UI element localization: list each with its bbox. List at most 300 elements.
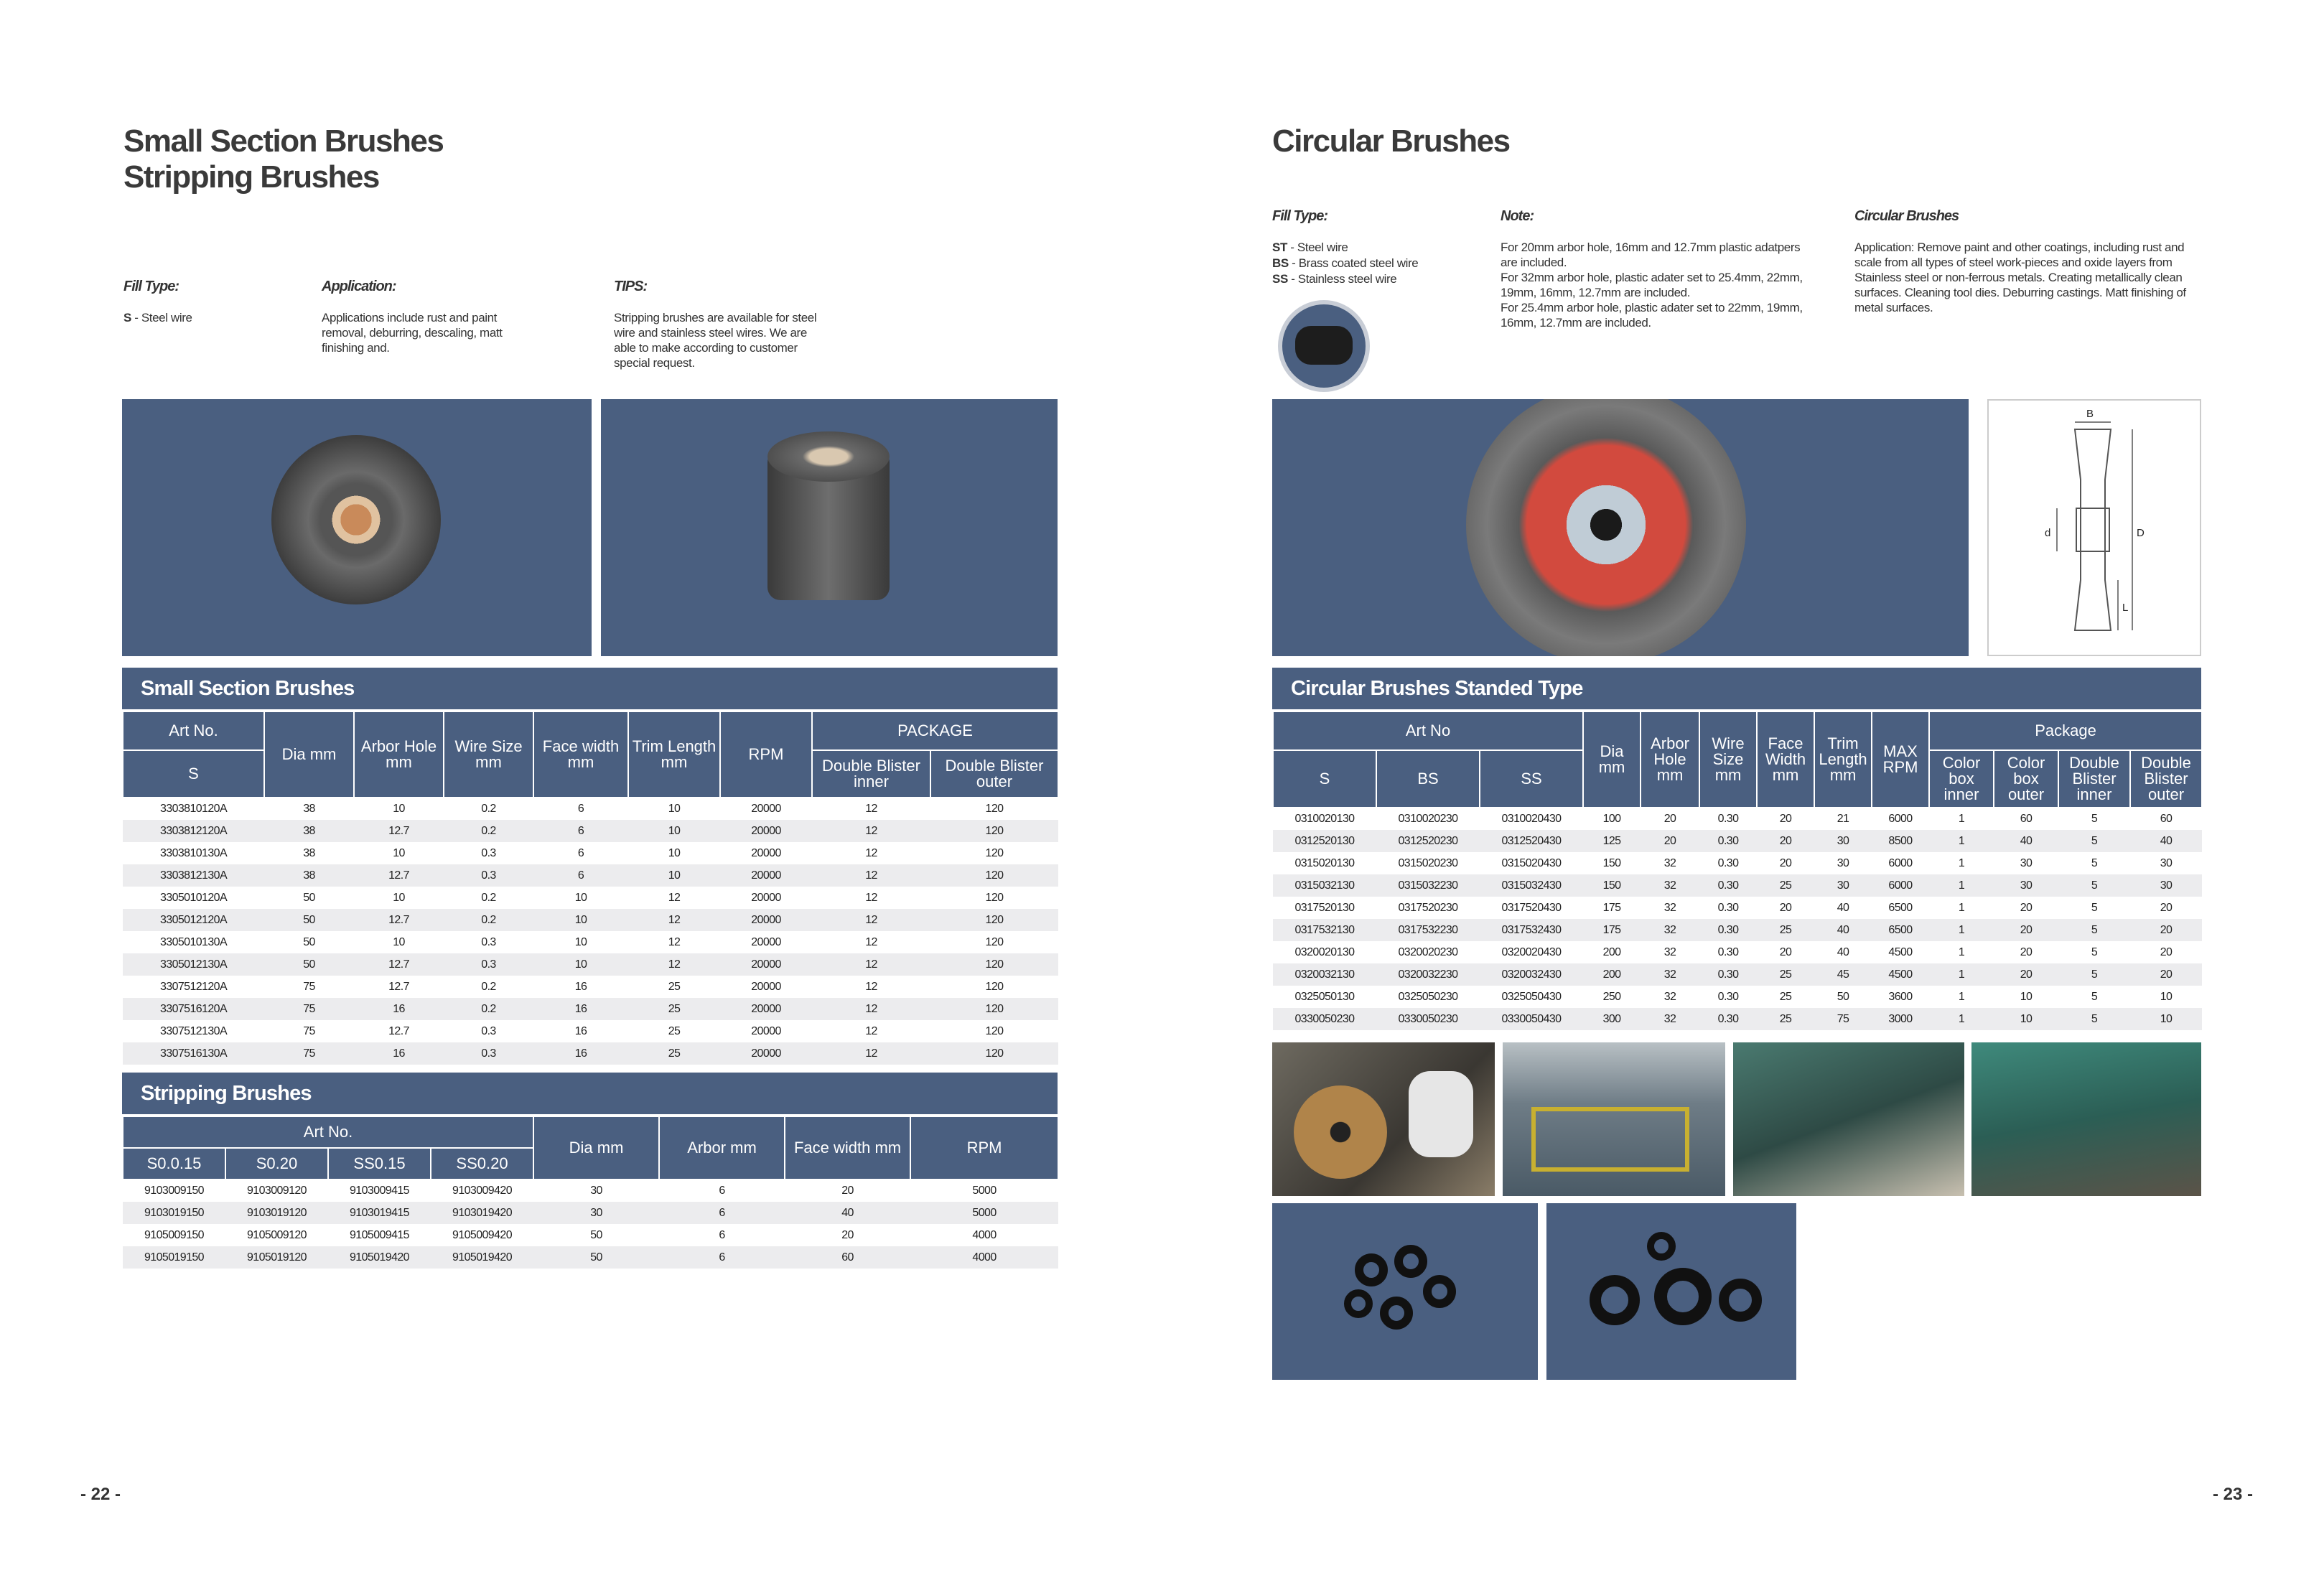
table-cell: 20000 xyxy=(751,846,781,859)
table-cell: 9105019150 xyxy=(123,1246,225,1269)
table-cell: 1 xyxy=(1929,874,1994,897)
table-cell: 10 xyxy=(393,935,405,948)
table-cell: 25 xyxy=(1757,1008,1814,1030)
small-section-brush-photo xyxy=(122,399,592,656)
table-cell: 0.30 xyxy=(1717,945,1739,958)
table-cell: 25 xyxy=(1757,963,1814,986)
fill-desc: - Brass coated steel wire xyxy=(1292,256,1419,270)
table-cell: 0315020230 xyxy=(1398,856,1458,869)
table-cell: 3600 xyxy=(1888,990,1913,1003)
table-cell: 32 xyxy=(1663,990,1676,1003)
col-art-no: Art No. xyxy=(123,1116,533,1148)
table-cell: 0325050130 xyxy=(1294,990,1355,1003)
table-cell: 20000 xyxy=(751,1024,781,1037)
table-cell: 0.30 xyxy=(1699,874,1757,897)
small-section-row xyxy=(123,864,1058,887)
table-cell: 38 xyxy=(264,864,354,887)
table-cell: 3000 xyxy=(1872,1008,1929,1030)
col-art-no: Art No. xyxy=(123,711,264,750)
table-cell: 30 xyxy=(2160,856,2173,869)
fill-desc: - Steel wire xyxy=(1290,240,1348,254)
col-s: S xyxy=(123,750,264,798)
table-cell: 5 xyxy=(2091,945,2098,958)
table-cell: 0315020130 xyxy=(1294,856,1355,869)
table-cell: 5 xyxy=(2091,990,2098,1003)
table-cell: 12 xyxy=(812,998,930,1020)
table-cell: 30 xyxy=(1814,830,1872,852)
table-cell: 32 xyxy=(1641,1008,1699,1030)
table-cell: 3303812120A xyxy=(123,820,264,842)
table-cell: 16 xyxy=(533,1042,628,1065)
table-cell: 30 xyxy=(590,1185,602,1197)
col-dia: Dia mm xyxy=(264,711,354,798)
table-cell: 3303810120A xyxy=(159,803,228,815)
table-cell: 25 xyxy=(668,980,681,993)
fill-type-item-bs xyxy=(1272,256,1418,271)
table-cell: 75 xyxy=(303,980,315,993)
table-cell: 0320032130 xyxy=(1273,963,1376,986)
table-cell: 0.30 xyxy=(1717,856,1739,869)
small-section-row xyxy=(123,953,1058,976)
table-cell: 50 xyxy=(303,935,315,948)
table-cell: 20 xyxy=(2160,901,2173,914)
table-cell: 20 xyxy=(1641,830,1699,852)
circular-row xyxy=(1273,986,2202,1008)
table-cell: 0.3 xyxy=(444,864,533,887)
table-cell: 0315032130 xyxy=(1273,874,1376,897)
table-cell: 20000 xyxy=(751,891,781,904)
adapter-rings-photo-1 xyxy=(1272,1203,1538,1380)
table-cell: 6500 xyxy=(1872,919,1929,941)
table-cell: 10 xyxy=(574,891,587,904)
fill-code: S xyxy=(123,311,131,324)
table-cell: 12 xyxy=(628,909,720,931)
table-cell: 0310020430 xyxy=(1501,813,1562,825)
table-cell: 9105009150 xyxy=(144,1228,204,1241)
application-label: Application: xyxy=(322,279,396,294)
dim-b-label: B xyxy=(2086,408,2094,420)
table-cell: 10 xyxy=(1994,1008,2058,1030)
small-section-row xyxy=(123,1042,1058,1065)
table-cell: 12.7 xyxy=(354,953,444,976)
table-cell: 6 xyxy=(577,803,584,815)
fill-type-item xyxy=(123,310,192,325)
col-trim-length: Trim Length mm xyxy=(628,711,720,798)
table-cell: 16 xyxy=(354,1042,444,1065)
table-cell: 9105019420 xyxy=(431,1246,533,1269)
table-cell: 6 xyxy=(577,846,584,859)
table-cell: 10 xyxy=(668,803,681,815)
table-cell: 120 xyxy=(930,820,1058,842)
page-title-stripping: Stripping Brushes xyxy=(123,159,379,195)
table-cell: 0317532230 xyxy=(1376,919,1480,941)
table-cell: 120 xyxy=(985,1024,1004,1037)
table-cell: 20000 xyxy=(751,803,781,815)
table-cell: 30 xyxy=(1814,874,1872,897)
table-cell: 3307516120A xyxy=(123,998,264,1020)
table-cell: 32 xyxy=(1663,945,1676,958)
table-cell: 20000 xyxy=(720,1042,812,1065)
table-cell: 0315032230 xyxy=(1376,874,1480,897)
table-cell: 12 xyxy=(865,803,877,815)
table-cell: 5 xyxy=(2091,901,2098,914)
circular-row xyxy=(1273,963,2202,986)
table-cell: 120 xyxy=(930,998,1058,1020)
table-cell: 40 xyxy=(785,1202,910,1224)
page-title-circular: Circular Brushes xyxy=(1272,123,1510,159)
table-cell: 0317520230 xyxy=(1398,901,1458,914)
col-blister-inner: Double Blister inner xyxy=(812,750,930,798)
table-cell: 1 xyxy=(1929,919,1994,941)
small-section-table-title: Small Section Brushes xyxy=(122,668,1058,709)
brush-dimension-diagram xyxy=(1987,399,2201,656)
table-cell: 8500 xyxy=(1872,830,1929,852)
col-dia: Dia mm xyxy=(1583,711,1641,808)
note-label: Note: xyxy=(1501,208,1534,224)
table-cell: 3305010130A xyxy=(159,935,228,948)
table-cell: 16 xyxy=(574,1024,587,1037)
table-cell: 175 xyxy=(1602,901,1621,914)
col-dia: Dia mm xyxy=(533,1116,659,1180)
table-cell: 3305012130A xyxy=(123,953,264,976)
table-cell: 150 xyxy=(1583,874,1641,897)
small-section-row xyxy=(123,820,1058,842)
table-cell: 32 xyxy=(1663,856,1676,869)
col-wire-size: Wire Size mm xyxy=(444,711,533,798)
table-cell: 6000 xyxy=(1888,813,1913,825)
table-cell: 3305012120A xyxy=(123,909,264,931)
table-cell: 0.3 xyxy=(444,1042,533,1065)
table-cell: 9105019420 xyxy=(328,1246,431,1269)
col-s: S xyxy=(1273,750,1376,808)
col-face-width: Face width mm xyxy=(785,1116,910,1180)
table-cell: 30 xyxy=(2020,856,2033,869)
col-color-box-inner: Color box inner xyxy=(1929,750,1994,808)
col-trim-length: Trim Length mm xyxy=(1814,711,1872,808)
col-color-box-outer: Color box outer xyxy=(1994,750,2058,808)
stripping-brush-photo xyxy=(601,399,1058,656)
table-cell: 20 xyxy=(841,1185,854,1197)
table-cell: 38 xyxy=(303,803,315,815)
circular-brushes-text: Application: Remove paint and other coatings, including rust and scale from all types of steel work-pieces and oxide layers from Stainless steel or non-ferrous metals. Creating metallically clean surfaces. Cleaning tool dies. Deburring castings. Matt finishing of metal surfaces. xyxy=(1854,240,2186,314)
fill-code: ST xyxy=(1272,240,1287,254)
fill-type-label-right: Fill Type: xyxy=(1272,208,1328,224)
table-cell: 200 xyxy=(1602,945,1621,958)
table-cell: 1 xyxy=(1958,945,1965,958)
table-cell: 12 xyxy=(812,820,930,842)
table-cell: 9103009120 xyxy=(247,1185,307,1197)
table-cell: 10 xyxy=(2020,990,2033,1003)
table-cell: 3305010120A xyxy=(159,891,228,904)
circular-table-title: Circular Brushes Standed Type xyxy=(1272,668,2201,709)
table-cell: 5 xyxy=(2091,813,2098,825)
bench-grinder-thumbnail xyxy=(1278,300,1370,392)
table-cell: 10 xyxy=(393,891,405,904)
table-cell: 120 xyxy=(930,864,1058,887)
table-cell: 20 xyxy=(2130,919,2202,941)
fill-type-label: Fill Type: xyxy=(123,279,179,294)
table-cell: 4000 xyxy=(910,1246,1058,1269)
table-cell: 3307512130A xyxy=(159,1024,228,1037)
col-max-rpm: MAX RPM xyxy=(1872,711,1929,808)
table-cell: 32 xyxy=(1641,919,1699,941)
table-cell: 12 xyxy=(865,935,877,948)
small-section-row xyxy=(123,842,1058,864)
table-cell: 0.2 xyxy=(481,891,496,904)
table-cell: 25 xyxy=(668,1024,681,1037)
table-cell: 0317520430 xyxy=(1501,901,1562,914)
table-cell: 25 xyxy=(1757,919,1814,941)
col-wire-size: Wire Size mm xyxy=(1699,711,1757,808)
table-cell: 20 xyxy=(841,1228,854,1241)
table-cell: 0.30 xyxy=(1699,1008,1757,1030)
table-cell: 0312520130 xyxy=(1273,830,1376,852)
application-photo-roller xyxy=(1971,1042,2201,1196)
table-cell: 12 xyxy=(628,953,720,976)
table-cell: 0.30 xyxy=(1699,919,1757,941)
table-cell: 25 xyxy=(1779,990,1792,1003)
fill-code: SS xyxy=(1272,272,1288,286)
table-cell: 16 xyxy=(574,980,587,993)
table-cell: 0317532430 xyxy=(1480,919,1583,941)
table-cell: 5 xyxy=(2058,874,2130,897)
table-cell: 3307516130A xyxy=(123,1042,264,1065)
col-s015: S0.0.15 xyxy=(123,1148,225,1180)
table-cell: 32 xyxy=(1641,963,1699,986)
circular-row xyxy=(1273,941,2202,963)
table-cell: 60 xyxy=(785,1246,910,1269)
small-section-table xyxy=(122,711,1059,1065)
small-section-row xyxy=(123,909,1058,931)
table-cell: 25 xyxy=(628,998,720,1020)
table-cell: 40 xyxy=(1994,830,2058,852)
table-cell: 25 xyxy=(1757,874,1814,897)
table-cell: 60 xyxy=(2020,813,2033,825)
table-cell: 50 xyxy=(264,909,354,931)
table-cell: 20 xyxy=(1994,919,2058,941)
table-cell: 10 xyxy=(628,820,720,842)
table-cell: 3307512120A xyxy=(159,980,228,993)
table-cell: 45 xyxy=(1814,963,1872,986)
table-cell: 6 xyxy=(659,1202,785,1224)
table-cell: 9105009415 xyxy=(350,1228,409,1241)
table-cell: 75 xyxy=(264,1042,354,1065)
table-cell: 20 xyxy=(2020,901,2033,914)
table-cell: 120 xyxy=(985,980,1004,993)
col-blister-outer: Double Blister outer xyxy=(930,750,1058,798)
table-cell: 30 xyxy=(1837,856,1849,869)
table-cell: 10 xyxy=(533,909,628,931)
table-cell: 0325050230 xyxy=(1398,990,1458,1003)
circular-row xyxy=(1273,808,2202,830)
table-cell: 0.30 xyxy=(1699,830,1757,852)
table-cell: 6 xyxy=(659,1246,785,1269)
table-cell: 9105009120 xyxy=(247,1228,307,1241)
table-cell: 20 xyxy=(2020,945,2033,958)
table-cell: 120 xyxy=(985,803,1004,815)
table-cell: 0312520230 xyxy=(1376,830,1480,852)
col-rpm: RPM xyxy=(910,1116,1058,1180)
table-cell: 0320032430 xyxy=(1480,963,1583,986)
table-cell: 32 xyxy=(1663,901,1676,914)
table-cell: 10 xyxy=(668,846,681,859)
page-number-right: - 23 - xyxy=(2213,1485,2254,1504)
table-cell: 0310020130 xyxy=(1294,813,1355,825)
table-cell: 50 xyxy=(264,953,354,976)
table-cell: 25 xyxy=(628,1042,720,1065)
table-cell: 200 xyxy=(1583,963,1641,986)
table-cell: 150 xyxy=(1602,856,1621,869)
table-cell: 50 xyxy=(590,1228,602,1241)
table-cell: 40 xyxy=(1837,901,1849,914)
col-ss: SS xyxy=(1480,750,1583,808)
table-cell: 20000 xyxy=(720,864,812,887)
col-face-width: Face width mm xyxy=(533,711,628,798)
table-cell: 120 xyxy=(985,935,1004,948)
col-package: Package xyxy=(1929,711,2202,750)
table-cell: 20 xyxy=(1994,963,2058,986)
fill-code: BS xyxy=(1272,256,1289,270)
table-cell: 10 xyxy=(574,935,587,948)
table-cell: 40 xyxy=(1837,945,1849,958)
table-cell: 300 xyxy=(1583,1008,1641,1030)
table-cell: 9103009150 xyxy=(144,1185,204,1197)
table-cell: 12.7 xyxy=(354,909,444,931)
table-cell: 5 xyxy=(2058,919,2130,941)
table-cell: 4500 xyxy=(1872,963,1929,986)
table-cell: 16 xyxy=(533,998,628,1020)
table-cell: 9103019415 xyxy=(328,1202,431,1224)
table-cell: 0330050230 xyxy=(1273,1008,1376,1030)
table-cell: 0330050430 xyxy=(1480,1008,1583,1030)
table-cell: 0312520430 xyxy=(1480,830,1583,852)
table-cell: 125 xyxy=(1583,830,1641,852)
table-cell: 12 xyxy=(865,1024,877,1037)
table-cell: 21 xyxy=(1837,813,1849,825)
table-cell: 120 xyxy=(985,891,1004,904)
stripping-table-title: Stripping Brushes xyxy=(122,1073,1058,1114)
col-s020: S0.20 xyxy=(225,1148,328,1180)
col-blister-outer: Double Blister outer xyxy=(2130,750,2202,808)
circular-row xyxy=(1273,1008,2202,1030)
table-cell: 0320020230 xyxy=(1398,945,1458,958)
table-cell: 6000 xyxy=(1888,856,1913,869)
table-cell: 5000 xyxy=(910,1202,1058,1224)
table-cell: 1 xyxy=(1958,901,1965,914)
table-cell: 50 xyxy=(1837,990,1849,1003)
table-cell: 75 xyxy=(264,998,354,1020)
table-cell: 120 xyxy=(930,909,1058,931)
table-cell: 12 xyxy=(865,891,877,904)
table-cell: 0320020430 xyxy=(1501,945,1562,958)
table-cell: 9103019150 xyxy=(123,1202,225,1224)
circular-brushes-label: Circular Brushes xyxy=(1854,208,1959,224)
table-cell: 20 xyxy=(1779,813,1792,825)
table-cell: 0.3 xyxy=(481,935,496,948)
table-cell: 250 xyxy=(1602,990,1621,1003)
table-cell: 9103009415 xyxy=(350,1185,409,1197)
table-cell: 38 xyxy=(264,820,354,842)
fill-desc: - Steel wire xyxy=(134,311,192,324)
table-cell: 20000 xyxy=(720,998,812,1020)
stripping-row xyxy=(123,1246,1058,1269)
table-cell: 6 xyxy=(533,820,628,842)
table-cell: 0.2 xyxy=(444,909,533,931)
table-cell: 175 xyxy=(1583,919,1641,941)
table-cell: 0.2 xyxy=(481,980,496,993)
table-cell: 75 xyxy=(303,1024,315,1037)
table-cell: 10 xyxy=(628,864,720,887)
table-cell: 1 xyxy=(1929,830,1994,852)
table-cell: 50 xyxy=(303,891,315,904)
table-cell: 5 xyxy=(2058,830,2130,852)
table-cell: 0.3 xyxy=(481,1024,496,1037)
application-photo-machine xyxy=(1733,1042,1964,1196)
table-cell: 12 xyxy=(812,864,930,887)
table-cell: 0317532130 xyxy=(1273,919,1376,941)
col-arbor-hole: Arbor Hole mm xyxy=(1641,711,1699,808)
table-cell: 30 xyxy=(2130,874,2202,897)
col-arbor: Arbor mm xyxy=(659,1116,785,1180)
small-section-row xyxy=(123,976,1058,998)
table-cell: 20 xyxy=(2130,963,2202,986)
table-cell: 100 xyxy=(1602,813,1621,825)
table-cell: 4000 xyxy=(972,1228,997,1241)
table-cell: 20 xyxy=(1779,901,1792,914)
table-cell: 40 xyxy=(2130,830,2202,852)
adapter-rings-photo-2 xyxy=(1546,1203,1796,1380)
page-number-left: - 22 - xyxy=(80,1485,121,1504)
table-cell: 3303812130A xyxy=(123,864,264,887)
table-cell: 20000 xyxy=(751,935,781,948)
table-cell: 120 xyxy=(985,846,1004,859)
table-cell: 0310020230 xyxy=(1398,813,1458,825)
table-cell: 20 xyxy=(1779,945,1792,958)
table-cell: 20000 xyxy=(720,820,812,842)
table-cell: 5 xyxy=(2058,963,2130,986)
table-cell: 75 xyxy=(1814,1008,1872,1030)
stripping-row xyxy=(123,1180,1058,1202)
col-arbor-hole: Arbor Hole mm xyxy=(354,711,444,798)
small-section-row xyxy=(123,887,1058,909)
table-cell: 9105019120 xyxy=(225,1246,328,1269)
table-cell: 9103019120 xyxy=(225,1202,328,1224)
table-cell: 12 xyxy=(812,1042,930,1065)
table-cell: 6000 xyxy=(1872,874,1929,897)
application-photo-factory xyxy=(1503,1042,1725,1196)
table-cell: 6 xyxy=(719,1228,725,1241)
table-cell: 0.30 xyxy=(1717,990,1739,1003)
table-cell: 12.7 xyxy=(354,820,444,842)
table-cell: 0320032230 xyxy=(1376,963,1480,986)
circular-brushes-table xyxy=(1272,711,2203,1030)
col-bs: BS xyxy=(1376,750,1480,808)
stripping-row xyxy=(123,1224,1058,1246)
table-cell: 0.30 xyxy=(1717,901,1739,914)
table-cell: 0330050230 xyxy=(1376,1008,1480,1030)
table-cell: 10 xyxy=(2130,1008,2202,1030)
small-section-row xyxy=(123,1020,1058,1042)
fill-desc: - Stainless steel wire xyxy=(1291,272,1397,286)
table-cell: 20000 xyxy=(720,909,812,931)
table-cell: 60 xyxy=(2160,813,2173,825)
table-cell: 12 xyxy=(865,846,877,859)
page-title-small-section: Small Section Brushes xyxy=(123,123,444,159)
small-section-row xyxy=(123,931,1058,953)
table-cell: 10 xyxy=(393,846,405,859)
dimension-drawing xyxy=(1989,401,2200,655)
circular-row xyxy=(1273,919,2202,941)
